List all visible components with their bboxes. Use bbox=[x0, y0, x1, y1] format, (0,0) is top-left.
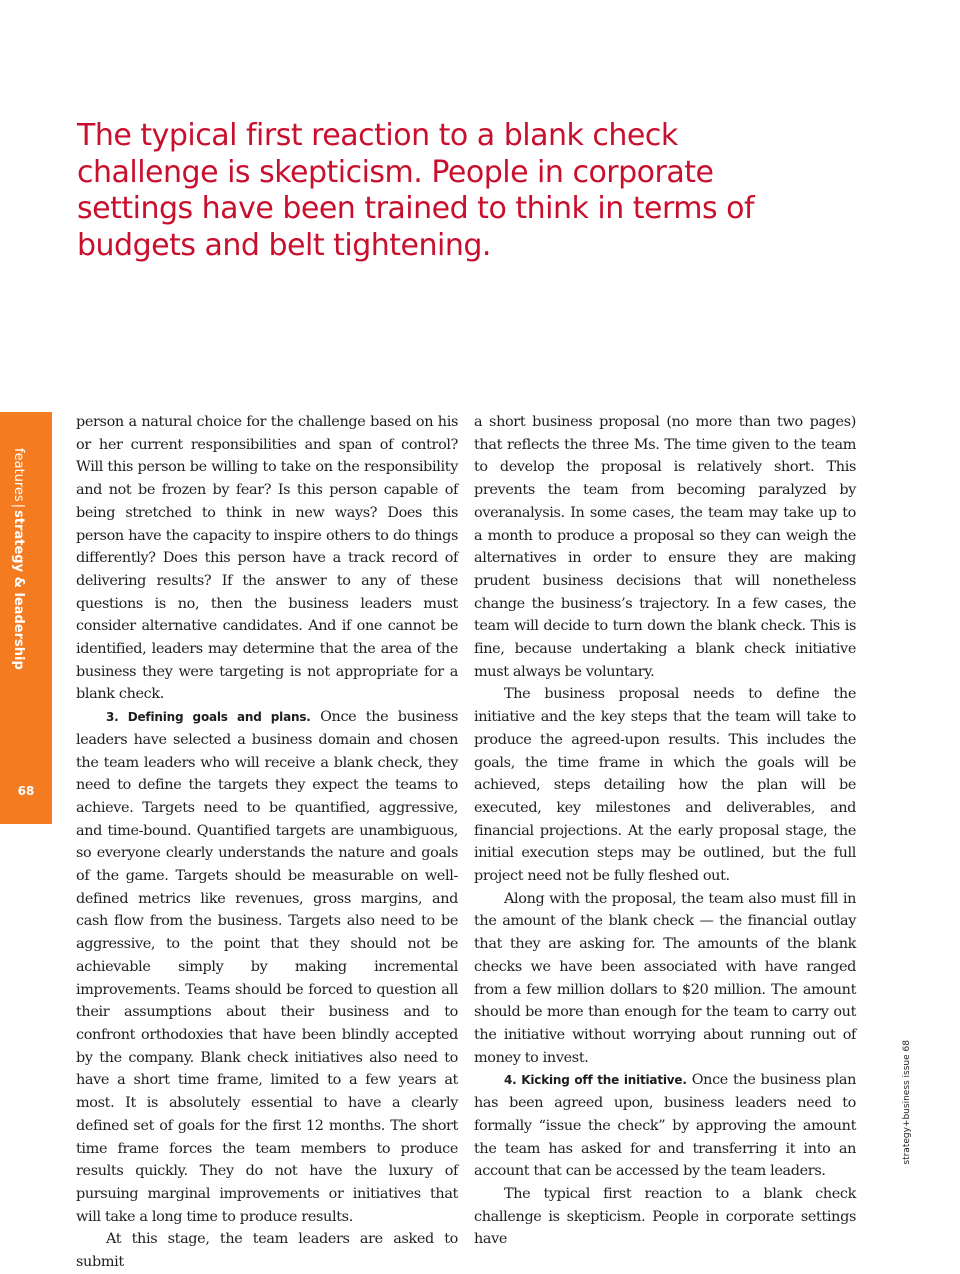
paragraph-text: Once the business plan has been agreed upon, business leaders need to formally “issue the check” by approving the amount the team has asked for and transferring it into an account that can be accessed by the team leaders. bbox=[474, 1072, 856, 1180]
body-paragraph: The business proposal needs to define the initiative and the key steps that the team will take to produce the agreed-upon results. This includes the goals, the time frame in which the goals will be achieved, steps detailing how the plan will be executed, key milestones and deliverables, and financial projections. At the early proposal stage, the initial execution steps may be outlined, but the full project need not be fully fleshed out. bbox=[474, 686, 856, 885]
section-separator: | bbox=[11, 503, 26, 509]
section-name: features bbox=[11, 448, 26, 502]
running-footer: strategy+business issue 68 bbox=[902, 1040, 912, 1165]
body-paragraph: person a natural choice for the challenge based on his or her current responsibilities and span of control? Will this person be willing to take on the responsibility and not be frozen by fear? Is this person capable of being stretched to think in new ways? Does this person have the capacity to inspire others to do things differently? Does this person have a track record of delivering results? If the answer to any of these questions is no, then the business leaders must consider alternative candidates. And if one cannot be identified, leaders may determine that the area of the business they were targeting is not appropriate for a blank check. bbox=[76, 414, 458, 703]
section-heading: 4. Kicking off the initiative. bbox=[504, 1073, 687, 1088]
body-paragraph: At this stage, the team leaders are asked to submit bbox=[76, 1231, 458, 1271]
left-column bbox=[76, 411, 458, 1274]
body-paragraph: The typical first reaction to a blank check challenge is skepticism. People in corporate settings have bbox=[474, 1185, 856, 1248]
section-label bbox=[10, 448, 26, 670]
section-heading: 3. Defining goals and plans. bbox=[106, 710, 311, 725]
body-paragraph bbox=[76, 706, 458, 1228]
body-paragraph: a short business proposal (no more than two pages) that reflects the three Ms. The time given to the team to develop the proposal is relatively short. This prevents the team from becoming paralyzed by overanalysis. In some cases, the team may take up to a month to produce a proposal so they can weigh the alternatives in order to ensure they are making prudent business decisions that will nonetheless change the business’s trajectory. In a few cases, the team will decide to turn down the blank check. This is fine, because undertaking a blank check initiative must always be voluntary. bbox=[474, 414, 856, 680]
body-paragraph bbox=[474, 1069, 856, 1183]
page-number: 68 bbox=[17, 784, 35, 798]
paragraph-text: Once the business leaders have selected a business domain and chosen the team leaders who will receive a blank check, they need to define the targets they expect the teams to achieve. Targets need to be quantified, aggressive, and time-bound. Quantified targets are unambiguous, so everyone clearly understands the nature and goals of the game. Targets should be measurable on well-defined metrics like revenues, gross margins, and cash flow from the business. Targets also need to be aggressive, to the point that they should not be achievable simply by making incremental improvements. Teams should be forced to question all their assumptions about their business and to confront orthodoxies that have been blindly accepted by the company. Blank check initiatives also need to have a short time frame, limited to a few years at most. It is absolutely essential to have a clearly defined set of goals for the first 12 months. The short time frame forces the team members to produce results quickly. They do not have the luxury of pursuing marginal improvements or initiatives that will take a long time to produce results. bbox=[76, 709, 458, 1225]
section-topic: strategy & leadership bbox=[11, 510, 26, 670]
right-column bbox=[474, 411, 856, 1251]
pull-quote: The typical first reaction to a blank check challenge is skepticism. People in corporate settings have been trained to think in terms of budgets and belt tightening. bbox=[77, 118, 755, 263]
section-tab bbox=[0, 412, 52, 824]
body-paragraph: Along with the proposal, the team also must fill in the amount of the blank check — the financial outlay that they are asking for. The amounts of the blank checks we have been associated with have ranged from a few million dollars to $20 million. The amount should be more than enough for the team to carry out the initiative without worrying about running out of money to invest. bbox=[474, 890, 856, 1066]
